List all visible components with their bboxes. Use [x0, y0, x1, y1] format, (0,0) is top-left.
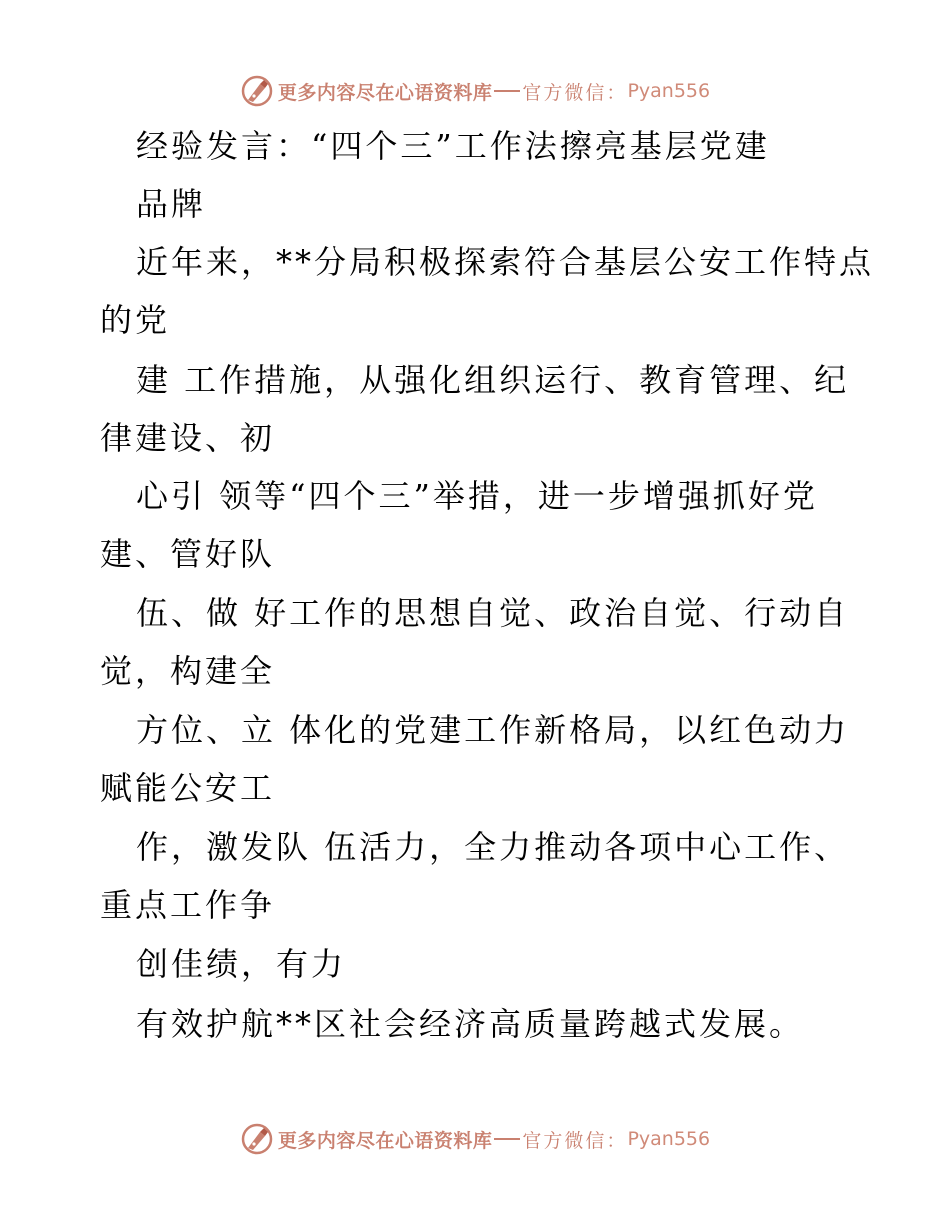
- watermark-wechat-id: Pyan556: [627, 80, 711, 102]
- watermark-brand: 更多内容尽在心语资料库: [277, 1129, 493, 1152]
- footer-watermark: [0, 1119, 950, 1159]
- document-title-line-1: 经验发言：“四个三”工作法擦亮基层党建: [136, 127, 770, 165]
- body-text-line: 方位、立 体化的党建工作新格局，以红色动力: [136, 711, 850, 749]
- pen-nib-logo-icon: [240, 74, 274, 108]
- body-text-line: 伍、做 好工作的思想自觉、政治自觉、行动自: [136, 594, 850, 632]
- watermark-wechat-id: Pyan556: [627, 1128, 711, 1150]
- body-text-line: 赋能公安工: [100, 769, 276, 807]
- body-text-line: 律建设、初: [100, 419, 276, 457]
- watermark-brand: 更多内容尽在心语资料库: [277, 81, 493, 104]
- watermark-wechat-label: 官方微信：: [522, 1129, 628, 1152]
- watermark-wechat-label: 官方微信：: [522, 81, 628, 104]
- body-text-line: 近年来，**分局积极探索符合基层公安工作特点: [136, 243, 875, 281]
- watermark-dash: [494, 90, 520, 92]
- body-text-line: 建 工作措施，从强化组织运行、教育管理、纪: [136, 361, 850, 399]
- body-text-line: 的党: [100, 301, 171, 339]
- body-text-line: 作，激发队 伍活力，全力推动各项中心工作、: [136, 828, 850, 866]
- body-text-line: 建、管好队: [100, 535, 276, 573]
- header-watermark: [0, 71, 950, 111]
- body-text-line: 创佳绩，有力: [136, 945, 347, 983]
- body-text-line: 心引 领等“四个三”举措，进一步增强抓好党: [136, 477, 818, 515]
- body-text-line: 重点工作争: [100, 886, 276, 924]
- body-text-line: 有效护航**区社会经济高质量跨越式发展。: [136, 1005, 805, 1043]
- pen-nib-logo-icon: [240, 1122, 274, 1156]
- document-title-line-2: 品牌: [136, 185, 207, 223]
- watermark-dash: [494, 1138, 520, 1140]
- body-text-line: 觉，构建全: [100, 652, 276, 690]
